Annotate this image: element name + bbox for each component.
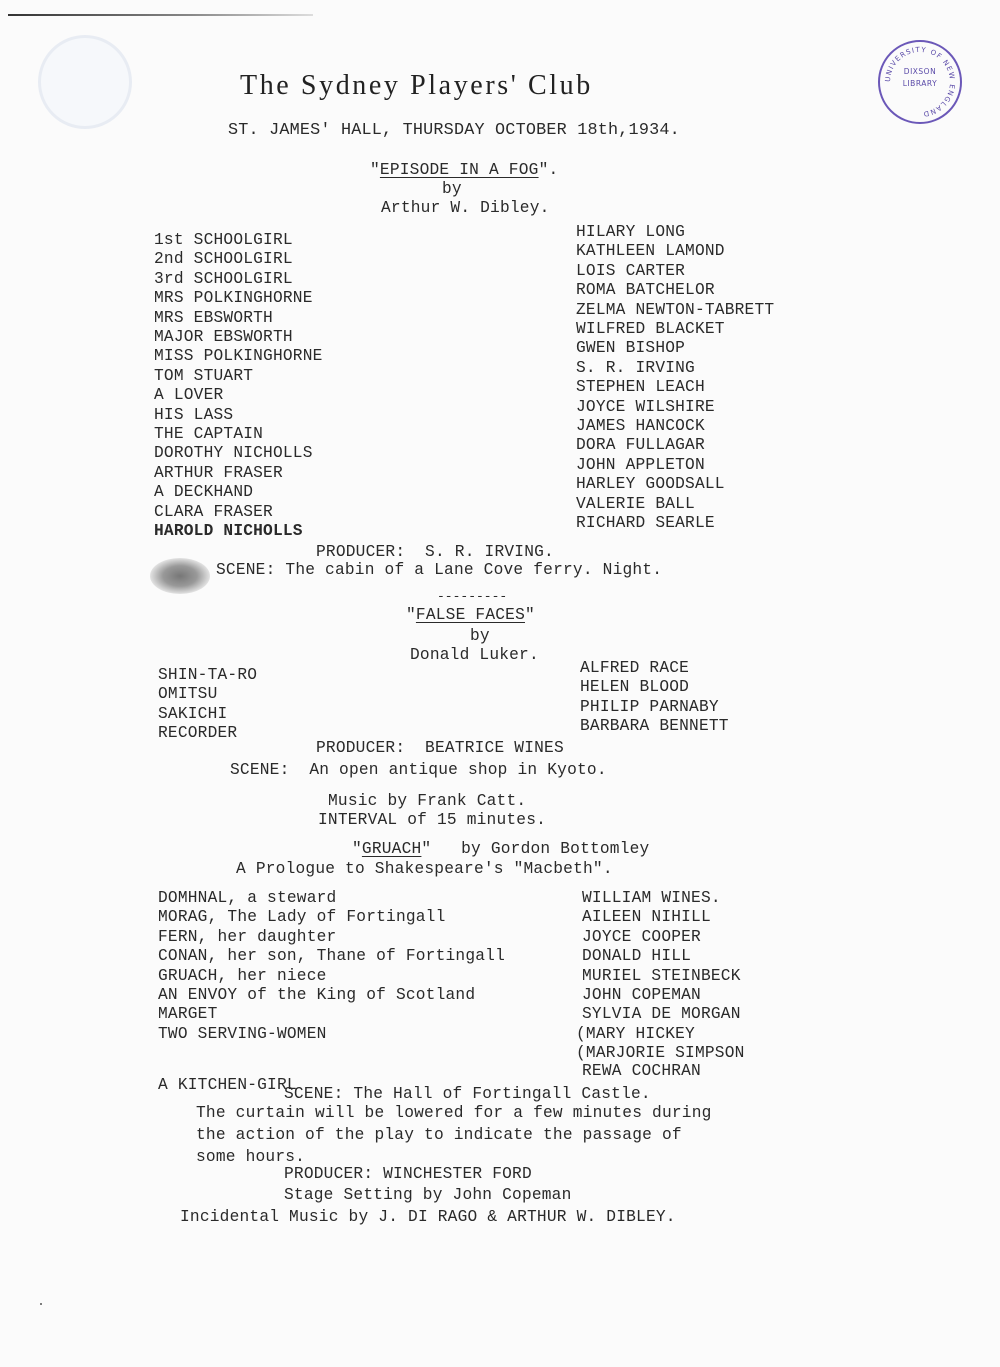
actor: DONALD HILL	[582, 947, 692, 966]
role: ARTHUR FRASER	[154, 463, 283, 482]
actor: AILEEN NIHILL	[582, 908, 711, 927]
play-3-note-line-1: The curtain will be lowered for a few minutes during	[196, 1104, 712, 1122]
section-divider: ---------	[437, 589, 508, 604]
actor: KATHLEEN LAMOND	[576, 242, 725, 261]
play-3-producer: PRODUCER: WINCHESTER FORD	[284, 1165, 532, 1183]
play-3-note-line-3: some hours.	[196, 1148, 306, 1166]
actor: S. R. IRVING	[576, 358, 695, 377]
svg-text:UNIVERSITY OF NEW ENGLAND: UNIVERSITY OF NEW ENGLAND	[883, 45, 957, 119]
role: A KITCHEN-GIRL	[158, 1075, 297, 1094]
play-1-actors	[576, 223, 774, 534]
actor: SYLVIA DE MORGAN	[582, 1005, 741, 1024]
actor: HELEN BLOOD	[580, 678, 690, 697]
play-3-title: "GRUACH" by Gordon Bottomley	[352, 840, 650, 858]
role: MRS EBSWORTH	[154, 308, 273, 327]
stamp-line-2: LIBRARY	[902, 79, 938, 88]
role: AN ENVOY of the King of Scotland	[158, 986, 476, 1005]
role: 1st SCHOOLGIRL	[154, 231, 293, 249]
role: CLARA FRASER	[154, 502, 273, 521]
actor: ALFRED RACE	[580, 659, 690, 677]
faded-stamp	[38, 35, 132, 129]
actor: PHILIP PARNABY	[580, 697, 719, 716]
actor: WILFRED BLACKET	[576, 320, 725, 339]
actor: STEPHEN LEACH	[576, 378, 705, 397]
play-3-actors	[576, 889, 745, 1081]
role: TOM STUART	[154, 366, 254, 385]
actor: LOIS CARTER	[576, 261, 686, 280]
play-2-music: Music by Frank Catt.	[328, 792, 527, 810]
role: A DECKHAND	[154, 483, 254, 502]
actor: GWEN BISHOP	[576, 339, 686, 358]
role: SHIN-TA-RO	[158, 666, 258, 684]
play-1-author: Arthur W. Dibley.	[381, 199, 550, 217]
play-2-title: "FALSE FACES"	[406, 606, 535, 624]
ink-smudge	[150, 558, 210, 594]
role: MAJOR EBSWORTH	[154, 328, 293, 347]
play-3-scene: SCENE: The Hall of Fortingall Castle.	[284, 1085, 651, 1103]
play-1-title: "EPISODE IN A FOG".	[370, 161, 559, 179]
play-2-roles	[158, 666, 257, 744]
actor: (MARY HICKEY	[576, 1024, 695, 1043]
play-3-incidental-music: Incidental Music by J. DI RAGO & ARTHUR W. DIBLEY.	[180, 1208, 676, 1226]
role: CONAN, her son, Thane of Fortingall	[158, 947, 505, 966]
play-3-stage-setting: Stage Setting by John Copeman	[284, 1186, 572, 1204]
role: RECORDER	[158, 724, 238, 743]
role: A LOVER	[154, 386, 224, 405]
role: THE CAPTAIN	[154, 425, 264, 444]
actor: VALERIE BALL	[576, 494, 695, 513]
play-2-scene: SCENE: An open antique shop in Kyoto.	[230, 761, 607, 779]
play-3-note-line-2: the action of the play to indicate the passage of	[196, 1126, 682, 1144]
role: HAROLD NICHOLLS	[154, 522, 303, 541]
interval-note: INTERVAL of 15 minutes.	[318, 811, 547, 829]
play-3-roles	[158, 889, 505, 1095]
actor: RICHARD SEARLE	[576, 514, 715, 533]
role: DOMHNAL, a steward	[158, 889, 337, 907]
actor: DORA FULLAGAR	[576, 436, 705, 455]
actor: REWA COCHRAN	[582, 1061, 701, 1080]
actor: WILLIAM WINES.	[582, 889, 721, 907]
stamp-line-1: DIXSON	[903, 67, 937, 76]
actor: BARBARA BENNETT	[580, 717, 729, 736]
role: OMITSU	[158, 685, 218, 704]
actor: JAMES HANCOCK	[576, 417, 705, 436]
club-title: The Sydney Players' Club	[240, 70, 593, 101]
role: GRUACH, her niece	[158, 966, 327, 985]
role: TWO SERVING-WOMEN	[158, 1024, 327, 1043]
library-stamp	[878, 40, 962, 124]
play-3-subtitle: A Prologue to Shakespeare's "Macbeth".	[236, 860, 613, 878]
role: SAKICHI	[158, 704, 228, 723]
role: MRS POLKINGHORNE	[154, 289, 313, 308]
play-2-producer: PRODUCER: BEATRICE WINES	[316, 739, 564, 757]
role: MISS POLKINGHORNE	[154, 347, 323, 366]
play-2-author: Donald Luker.	[410, 646, 539, 664]
role: 2nd SCHOOLGIRL	[154, 250, 293, 269]
actor: HARLEY GOODSALL	[576, 475, 725, 494]
play-2-by: by	[470, 627, 490, 645]
play-1-scene: SCENE: The cabin of a Lane Cove ferry. Night.	[216, 561, 663, 579]
actor: (MARJORIE SIMPSON	[576, 1044, 745, 1063]
role: MORAG, The Lady of Fortingall	[158, 908, 446, 927]
actor: JOYCE WILSHIRE	[576, 397, 715, 416]
play-2-actors	[580, 659, 729, 737]
actor: JOYCE COOPER	[582, 927, 701, 946]
actor: ZELMA NEWTON-TABRETT	[576, 300, 775, 319]
actor: ROMA BATCHELOR	[576, 281, 715, 300]
role: MARGET	[158, 1005, 218, 1024]
role: FERN, her daughter	[158, 927, 337, 946]
play-1-roles	[154, 231, 323, 542]
actor: JOHN COPEMAN	[582, 986, 701, 1005]
play-3-author: by Gordon Bottomley	[461, 840, 650, 858]
actor: HILARY LONG	[576, 223, 686, 241]
role: DOROTHY NICHOLLS	[154, 444, 313, 463]
play-1-producer: PRODUCER: S. R. IRVING.	[316, 543, 554, 561]
role: 3rd SCHOOLGIRL	[154, 269, 293, 288]
paper-speck	[40, 1303, 42, 1305]
play-1-by: by	[442, 180, 462, 198]
faded-handwriting	[395, 22, 399, 37]
actor: MURIEL STEINBECK	[582, 966, 741, 985]
role: HIS LASS	[154, 405, 234, 424]
scan-edge	[8, 14, 313, 16]
venue-date-line: ST. JAMES' HALL, THURSDAY OCTOBER 18th,1934.	[228, 121, 680, 140]
actor: JOHN APPLETON	[576, 455, 705, 474]
role	[158, 1044, 505, 1063]
